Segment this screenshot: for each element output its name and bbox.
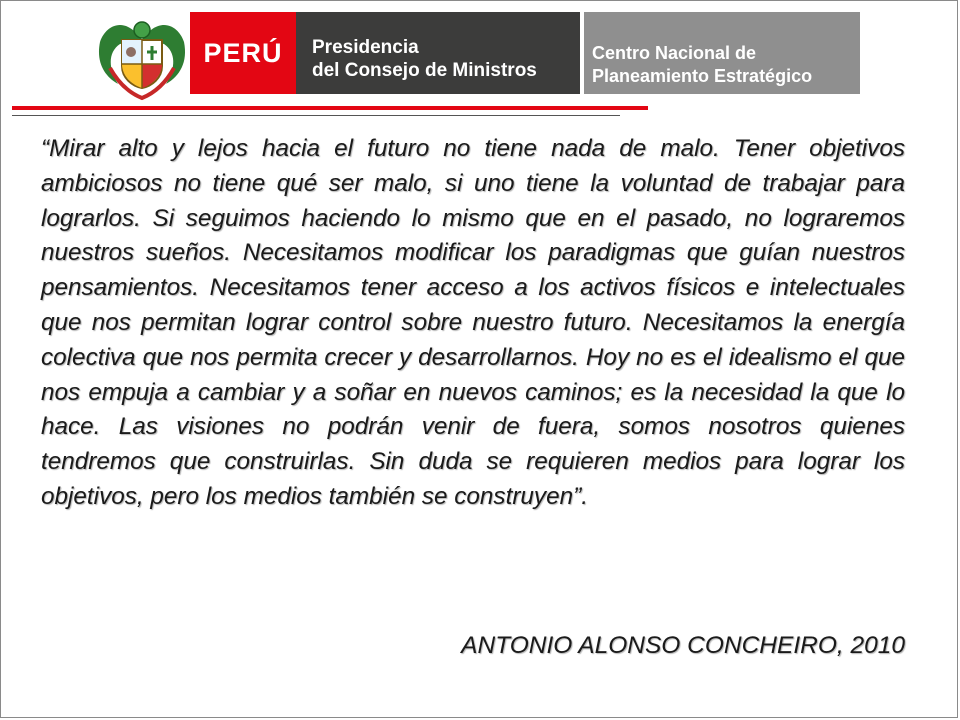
- peru-coat-of-arms-icon: [96, 10, 188, 102]
- header-rule-red: [12, 106, 648, 110]
- header: [0, 0, 960, 120]
- pcm-line-1: Presidencia: [312, 37, 419, 58]
- quote-author: ANTONIO ALONSO CONCHEIRO, 2010: [461, 632, 905, 659]
- header-rule-dark: [12, 115, 620, 116]
- pcm-line-2: del Consejo de Ministros: [312, 60, 537, 81]
- pcm-brand-block: [296, 12, 580, 94]
- ceplan-brand-block: [584, 12, 860, 94]
- ceplan-line-2: Planeamiento Estratégico: [592, 66, 813, 86]
- peru-brand-block: [190, 12, 296, 94]
- ceplan-line-1: Centro Nacional de: [592, 43, 757, 63]
- quote-text: “Mirar alto y lejos hacia el futuro no tiene nada de malo. Tener objetivos ambiciosos no tiene qué ser malo, si uno tiene la voluntad de trabajar para lograrlos. Si seguimos haciendo lo mismo que en el pasado, no lograremos nuestros sueños. Necesitamos modificar los paradigmas que guían nuestros pensamientos. Necesitamos tener acceso a los activos físicos e intelectuales que nos permitan lograr control sobre nuestro futuro. Necesitamos la energía colectiva que nos permita crecer y desarrollarnos. Hoy no es el idealismo el que nos empuja a cambiar y a soñar en nuevos caminos; es la necesidad la que lo hace. Las visiones no podrán venir de fuera, somos nosotros quienes tendremos que construirlas. Sin duda se requieren medios para lograr los objetivos, pero los medios también se construyen”.: [41, 135, 905, 510]
- peru-label: PERÚ: [203, 37, 283, 68]
